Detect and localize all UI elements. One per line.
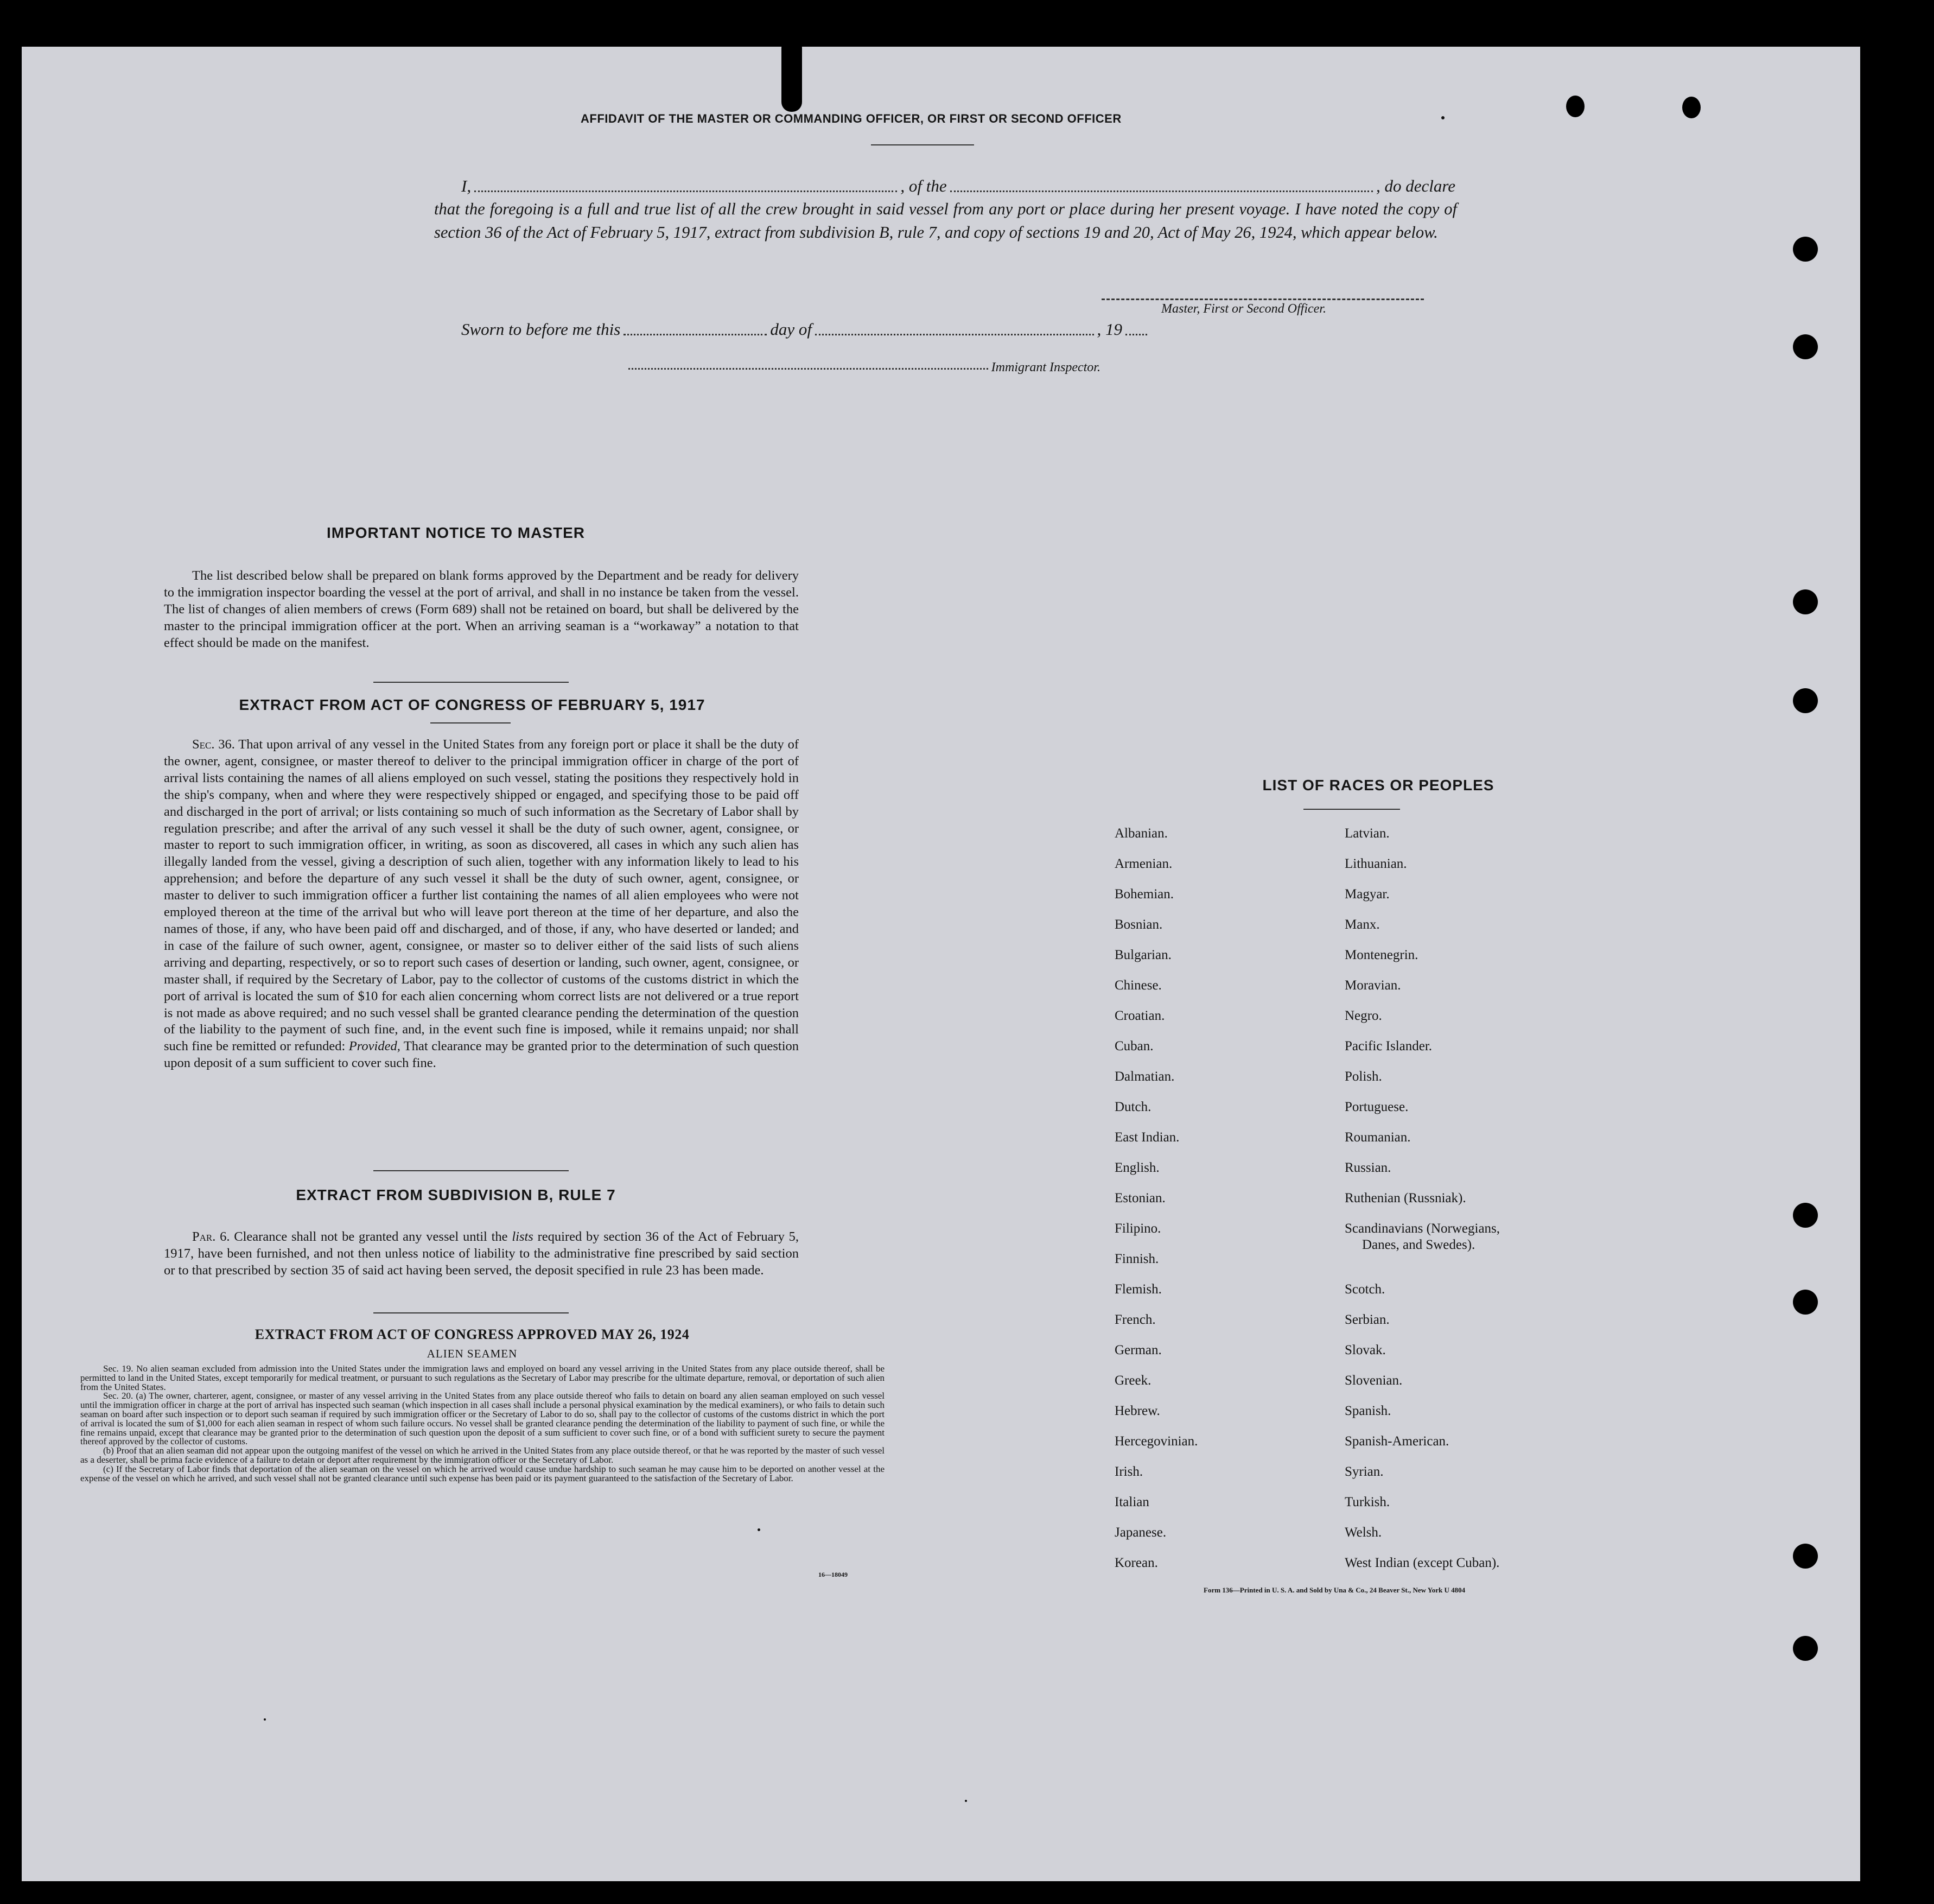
race-item: West Indian (except Cuban). — [1345, 1556, 1500, 1570]
punch-hole — [1793, 1636, 1818, 1661]
divider-4 — [373, 1312, 569, 1313]
race-item: Montenegrin. — [1345, 948, 1418, 962]
inspector-line — [628, 360, 1100, 375]
race-item: German. — [1115, 1343, 1162, 1357]
punch-hole — [1793, 589, 1818, 614]
race-item: Scotch. — [1345, 1282, 1385, 1297]
divider-1 — [373, 682, 569, 683]
race-item: Croatian. — [1115, 1008, 1165, 1023]
race-item: English. — [1115, 1160, 1160, 1175]
sec36-text: That upon arrival of any vessel in the United States from any foreign port or place it shall be the duty of the owner, agent, consignee, or master thereof to deliver to the principal immigration officer in charge of the port of arrival lists containing the names of all aliens employed on such vessel, stating the positions they respectively hold in the ship's company, when and where they were respectively shipped or engaged, and specifying those to be paid off and discharged in the port of arrival; or lists containing so much of such information as the Secretary of Labor shall by regulation prescribe; and after the arrival of any such vessel it shall be the duty of such owner, agent, consignee, or master to report to such immigration officer, in writing, as soon as discovered, all cases in which any such alien has illegally landed from the vessel, giving a description of such alien, together with any information likely to lead to his apprehension; and before the departure of any such vessel it shall be the duty of such owner, agent, consignee, or master to deliver to such immigration officer a further list containing the names of all alien employees who were not employed thereon at the time of the arrival but who will leave port thereon at the time of her departure, and also the names of those, if any, who have been paid off and discharged, and of those, if any, who have deserted or landed; and in case of the failure of such owner, agent, consignee, or master so to deliver either of the said lists of such aliens arriving and departing, respectively, or so to report such cases of desertion or landing, such owner, agent, consignee, or master shall, if required by the Secretary of Labor, pay to the collector of customs of the customs district in which the port of arrival is located the sum of $10 for each alien concerning whom correct lists are not delivered or a true report is not made as above required; and no such vessel shall be granted clearance pending the determination of the question of the liability to the payment of such fine, and, in the event such fine is imposed, while it remains unpaid; nor shall such fine be remitted or refunded: — [164, 737, 799, 1054]
inspector-signature-field[interactable] — [628, 368, 988, 370]
punch-hole — [1793, 688, 1818, 713]
race-item: Hercegovinian. — [1115, 1434, 1198, 1449]
race-item: Bosnian. — [1115, 917, 1163, 932]
race-item: Roumanian. — [1345, 1130, 1411, 1145]
race-item: Scandinavians (Norwegians, — [1345, 1221, 1500, 1236]
affidavit-of-the: , of the — [900, 176, 947, 195]
sec36-provided: Provided, — [348, 1039, 400, 1054]
race-item: Italian — [1115, 1495, 1149, 1509]
race-item: Cuban. — [1115, 1039, 1154, 1053]
punch-hole — [1793, 237, 1818, 262]
notice-body: The list described below shall be prepared on blank forms approved by the Department and be ready for delivery to the immigration inspector boarding the vessel at the port of arrival, and shall in no instance be taken from the vessel. The list of changes of alien members of crews (Form 689) shall not be retained on board, but shall be delivered by the master to the principal immigration officer at the port. When an arriving seaman is a “workaway” a notation to that effect should be made on the manifest. — [164, 568, 799, 650]
race-item: Bulgarian. — [1115, 948, 1172, 962]
affidavit-vessel-field[interactable] — [950, 191, 1373, 192]
sworn-year-field[interactable] — [1125, 334, 1147, 335]
race-item: Magyar. — [1345, 887, 1390, 902]
sec20b-text: (b) Proof that an alien seaman did not appear upon the outgoing manifest of the vessel on which he arrived in the United States from any place outside thereof, or that he was reported by the master of such vessel as a deserter, shall be prima facie evidence of a failure to detain or deport after requirement by the immigration officer or the Secretary of Labor. — [80, 1445, 885, 1465]
extract-1924-code: 16—18049 — [818, 1571, 848, 1578]
punch-hole — [1793, 334, 1818, 359]
race-item: Syrian. — [1345, 1464, 1384, 1479]
printer-imprint: Form 136—Printed in U. S. A. and Sold by Una & Co., 24 Beaver St., New York U 4804 — [1204, 1586, 1466, 1594]
affidavit-title: AFFIDAVIT OF THE MASTER OR COMMANDING OFFICER, OR FIRST OR SECOND OFFICER — [581, 112, 1122, 125]
extract-1924-subheading: ALIEN SEAMEN — [427, 1347, 518, 1360]
rule7-body — [164, 1229, 799, 1279]
affidavit-name-field[interactable] — [474, 191, 897, 192]
divider-2 — [430, 722, 511, 723]
speck — [264, 1718, 266, 1721]
race-item: Bohemian. — [1115, 887, 1174, 902]
race-item: French. — [1115, 1312, 1156, 1327]
race-item: East Indian. — [1115, 1130, 1180, 1145]
speck — [758, 1528, 760, 1531]
race-item: Flemish. — [1115, 1282, 1162, 1297]
race-item: Dutch. — [1115, 1100, 1152, 1114]
race-item: Korean. — [1115, 1556, 1158, 1570]
punch-hole — [1793, 1203, 1818, 1228]
race-item: Filipino. — [1115, 1221, 1161, 1236]
race-item: Albanian. — [1115, 826, 1168, 841]
race-item: Hebrew. — [1115, 1404, 1160, 1418]
race-item: Welsh. — [1345, 1525, 1382, 1540]
sworn-label: Sworn to before me this — [461, 320, 621, 339]
punch-hole — [1566, 96, 1585, 117]
document-page — [22, 47, 1860, 1881]
race-item: Turkish. — [1345, 1495, 1390, 1509]
punch-hole — [1793, 1290, 1818, 1315]
race-item: Armenian. — [1115, 856, 1173, 871]
race-item: Pacific Islander. — [1345, 1039, 1433, 1053]
sworn-year-prefix: , 19 — [1097, 320, 1122, 339]
ink-blot — [781, 41, 802, 112]
race-item: Finnish. — [1115, 1252, 1159, 1266]
race-item: Greek. — [1115, 1373, 1152, 1388]
race-item: Russian. — [1345, 1160, 1391, 1175]
par6-text-a: Clearance shall not be granted any vessel until the — [234, 1229, 508, 1244]
inspector-caption: Immigrant Inspector. — [991, 360, 1100, 375]
sworn-day-field[interactable] — [624, 334, 767, 335]
race-item: Negro. — [1345, 1008, 1382, 1023]
race-item: Spanish. — [1345, 1404, 1391, 1418]
race-item: Portuguese. — [1345, 1100, 1409, 1114]
race-item: Ruthenian (Russniak). — [1345, 1191, 1466, 1205]
race-item: Latvian. — [1345, 826, 1390, 841]
race-item: Slovak. — [1345, 1343, 1386, 1357]
race-item: Serbian. — [1345, 1312, 1390, 1327]
affidavit-do-declare: , do declare — [1376, 176, 1456, 195]
extract-1924-heading: EXTRACT FROM ACT OF CONGRESS APPROVED MAY 26, 1924 — [255, 1327, 690, 1342]
sec36-text-end: That clearance may be granted prior to the determination of such question upon deposit of a sum sufficient to cover such fine. — [164, 1039, 799, 1071]
par6-lists: lists — [512, 1229, 533, 1244]
race-item: Lithuanian. — [1345, 856, 1407, 871]
notice-heading: IMPORTANT NOTICE TO MASTER — [326, 524, 586, 541]
race-item: Chinese. — [1115, 978, 1162, 993]
punch-hole — [1793, 1544, 1818, 1569]
race-item: Polish. — [1345, 1069, 1382, 1084]
speck — [965, 1800, 967, 1802]
sec19-text: Sec. 19. No alien seaman excluded from admission into the United States under the immigration laws and employed on board any vessel arriving in the United States from any place outside thereof, shall be permitted to land in the United States, except temporarily for medical treatment, or pursuant to such regulations as the Secretary of Labor may prescribe for the ultimate departure, removal, or deportation of such alien from the United States. — [80, 1363, 885, 1392]
sec20c-text: (c) If the Secretary of Labor finds that deportation of the alien seaman on the vessel on which he arrived would cause undue hardship to such seaman he may cause him to be deported on another vessel at the expense of the vessel on which he arrived, and such vessel shall not be granted clearance until such expense has been paid or its payment guaranteed to the satisfaction of the Secretary of Labor. — [80, 1463, 885, 1483]
extract-1924-body — [80, 1364, 885, 1483]
sec20a-text: Sec. 20. (a) The owner, charterer, agent, consignee, or master of any vessel arriving in the United States from any place outside thereof who fails to detain on board any alien seaman employed on such vessel until the immigration officer in charge at the port of arrival has inspected such seaman (which inspection in all cases shall include a personal physical examination by the medical examiners), or who fails to detain such seaman on board after such inspection or to deport such seaman if required by such immigration officer or the Secretary of Labor to do so, shall pay to the collector of customs of the customs district in which the port of arrival is located the sum of $1,000 for each alien seaman in respect of whom such failure occurs. No vessel shall be granted clearance pending the determination of the liability to payment of such fine, or while the fine remains unpaid, except that clearance may be granted prior to the determination of such question upon the deposit of a sum sufficient to cover such fine, or of a bond with sufficient surety to secure the payment thereof approved by the collector of customs. — [80, 1391, 885, 1447]
speck — [1441, 116, 1445, 119]
punch-hole — [1682, 97, 1701, 118]
race-item: Manx. — [1345, 917, 1380, 932]
extract-1917-body — [164, 737, 799, 1072]
race-item: Danes, and Swedes). — [1362, 1237, 1475, 1252]
sec36-label: Sec. 36. — [192, 737, 235, 752]
extract-1917-heading: EXTRACT FROM ACT OF CONGRESS OF FEBRUARY 5, 1917 — [239, 696, 705, 713]
races-heading: LIST OF RACES OR PEOPLES — [1262, 777, 1494, 794]
races-heading-rule — [1303, 809, 1400, 810]
affidavit-declare-line — [461, 175, 1455, 198]
race-item: Irish. — [1115, 1464, 1143, 1479]
par6-text-b: required by section 36 of the Act of February 5, 1917, have been furnished, and not then unless notice of liability to the administrative fine prescribed by said section or to that prescribed by section 35 of said act having been served, the deposit specified in rule 23 has been made. — [164, 1229, 799, 1278]
race-item: Spanish-American. — [1345, 1434, 1449, 1449]
race-item: Dalmatian. — [1115, 1069, 1175, 1084]
affidavit-title-rule — [871, 144, 974, 145]
officer-caption: Master, First or Second Officer. — [1161, 302, 1326, 316]
race-item: Japanese. — [1115, 1525, 1167, 1540]
race-item: Estonian. — [1115, 1191, 1166, 1205]
rule7-heading: EXTRACT FROM SUBDIVISION B, RULE 7 — [296, 1186, 616, 1203]
race-item: Slovenian. — [1345, 1373, 1403, 1388]
sworn-day-of: day of — [770, 320, 812, 339]
officer-signature-line[interactable] — [1102, 299, 1424, 300]
race-item: Moravian. — [1345, 978, 1401, 993]
sworn-month-field[interactable] — [815, 334, 1094, 335]
par6-label: Par. 6. — [192, 1229, 230, 1244]
sworn-line — [461, 318, 1150, 341]
affidavit-i-label: I, — [461, 176, 472, 195]
affidavit-body: that the foregoing is a full and true list of all the crew brought in said vessel from any port or place during her present voyage. I have noted the copy of section 36 of the Act of February 5, 1917, extract from subdivision B, rule 7, and copy of sections 19 and 20, Act of May 26, 1924, which appear below. — [434, 200, 1457, 242]
divider-3 — [373, 1170, 569, 1171]
